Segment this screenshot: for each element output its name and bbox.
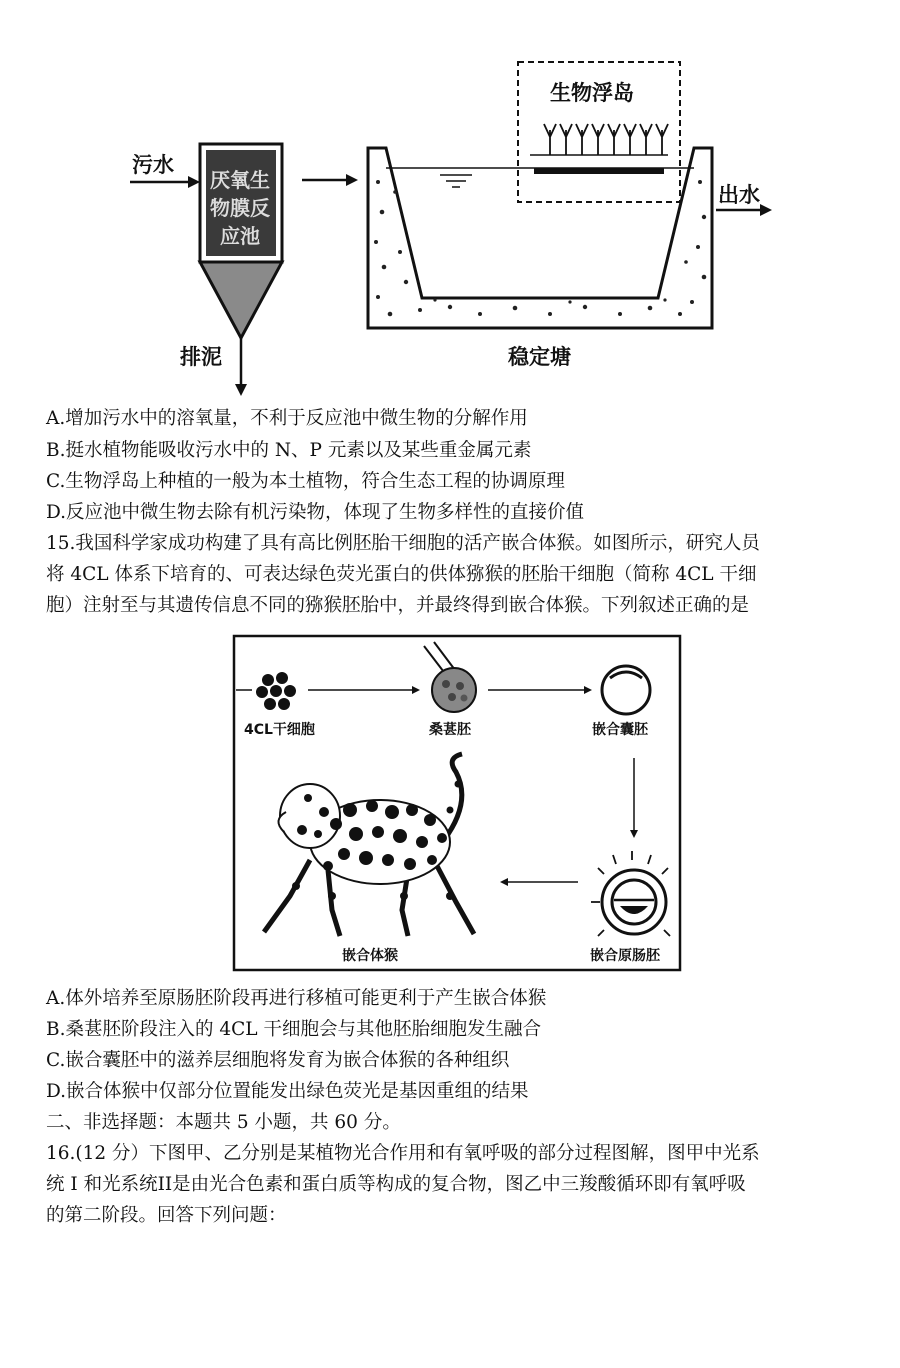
q15-option-a: A.体外培养至原肠胚阶段再进行移植可能更利于产生嵌合体猴 bbox=[46, 988, 547, 1009]
pond-label: 稳定塘 bbox=[508, 345, 571, 369]
reactor-label-line1: 厌氧生 bbox=[210, 168, 270, 192]
q15-option-b: B.桑葚胚阶段注入的 4CL 干细胞会与其他胚胎细胞发生融合 bbox=[46, 1019, 541, 1040]
q15-stem-line3: 胞）注射至与其遗传信息不同的猕猴胚胎中，并最终得到嵌合体猴。下列叙述正确的是 bbox=[46, 595, 750, 616]
wastewater-figure bbox=[120, 52, 800, 402]
outflow-label: 出水 bbox=[718, 183, 760, 207]
inflow-label: 污水 bbox=[132, 153, 174, 177]
q16-line2: 统 I 和光系统II是由光合色素和蛋白质等构成的复合物，图乙中三羧酸循环即有氧呼吸 bbox=[46, 1174, 746, 1195]
chimera-figure bbox=[232, 634, 684, 974]
section-heading: 二、非选择题：本题共 5 小题，共 60 分。 bbox=[46, 1112, 401, 1133]
blastocyst-label: 嵌合囊胚 bbox=[592, 722, 648, 738]
stem-cell-label: 4CL干细胞 bbox=[244, 722, 315, 738]
q15-option-c: C.嵌合囊胚中的滋养层细胞将发育为嵌合体猴的各种组织 bbox=[46, 1050, 510, 1071]
q14-option-d: D.反应池中微生物去除有机污染物，体现了生物多样性的直接价值 bbox=[46, 502, 585, 523]
q14-option-b: B.挺水植物能吸收污水中的 N、P 元素以及某些重金属元素 bbox=[46, 440, 532, 461]
morula-label: 桑葚胚 bbox=[429, 722, 471, 738]
sludge-label: 排泥 bbox=[180, 345, 222, 369]
q15-option-d: D.嵌合体猴中仅部分位置能发出绿色荧光是基因重组的结果 bbox=[46, 1081, 529, 1102]
gastrula-label: 嵌合原肠胚 bbox=[590, 948, 660, 964]
q16-line1: 16.(12 分）下图甲、乙分别是某植物光合作用和有氧呼吸的部分过程图解，图甲中光系 bbox=[46, 1143, 760, 1164]
q15-stem-line1: 15.我国科学家成功构建了具有高比例胚胎干细胞的活产嵌合体猴。如图所示，研究人员 bbox=[46, 533, 760, 554]
q14-option-a: A.增加污水中的溶氧量，不利于反应池中微生物的分解作用 bbox=[46, 408, 528, 429]
floating-island-label: 生物浮岛 bbox=[550, 81, 634, 105]
reactor-label-line2: 物膜反 bbox=[210, 196, 270, 220]
monkey-label: 嵌合体猴 bbox=[342, 948, 398, 964]
q15-stem-line2: 将 4CL 体系下培育的、可表达绿色荧光蛋白的供体猕猴的胚胎干细胞（简称 4CL 干细 bbox=[46, 564, 757, 585]
morula bbox=[432, 668, 476, 712]
reactor-label-line3: 应池 bbox=[220, 224, 260, 248]
stabilization-pond bbox=[368, 148, 712, 328]
q16-line3: 的第二阶段。回答下列问题： bbox=[46, 1205, 287, 1226]
q14-option-c: C.生物浮岛上种植的一般为本土植物，符合生态工程的协调原理 bbox=[46, 471, 565, 492]
